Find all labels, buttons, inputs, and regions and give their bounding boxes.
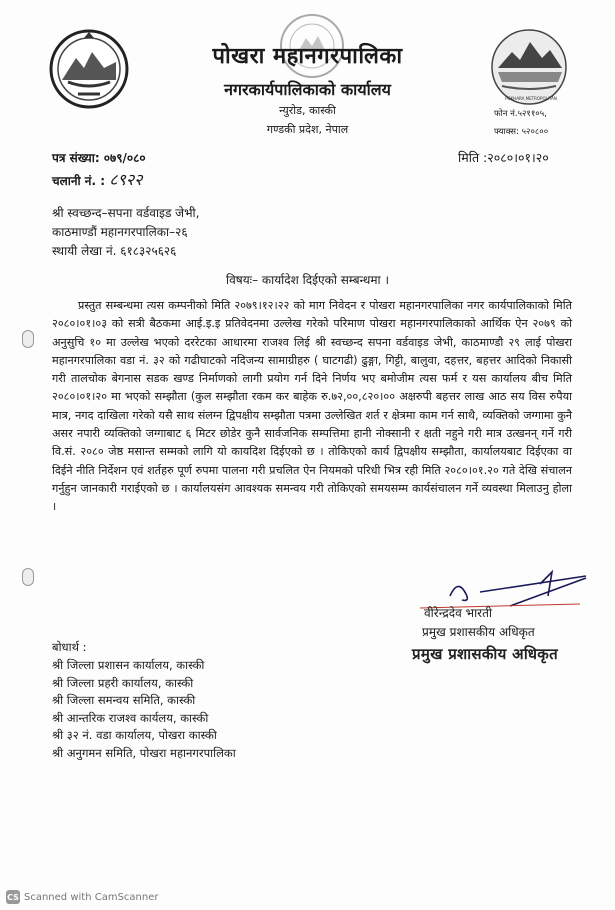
recipient-block: [52, 204, 199, 261]
cc-heading: बोधार्थ :: [52, 640, 87, 654]
signatory-name: वीरेन्द्रदेव भारती: [424, 606, 493, 620]
cc-item: श्री जिल्ला प्रशासन कार्यालय, कास्की: [52, 658, 205, 672]
recipient-line: काठमाण्डौं महानगरपालिका–२६: [52, 225, 188, 239]
cc-item: श्री जिल्ला समन्वय समिति, कास्की: [52, 693, 196, 707]
dispatch-number-value: ८९२२: [109, 170, 143, 189]
watermark-text: Scanned with CamScanner: [24, 891, 159, 903]
office-name: नगरकार्यपालिकाको कार्यालय: [224, 80, 391, 99]
punch-hole: [22, 330, 34, 348]
address-line-2: गण्डकी प्रदेश, नेपाल: [266, 123, 349, 136]
letter-subject: विषयः– कार्यादेश दिईएको सम्बन्धमा ।: [225, 273, 389, 287]
scanner-watermark: [6, 890, 159, 904]
phone-number: फोन नं.५२११०५,: [494, 109, 547, 119]
cc-item: श्री ३२ नं. वडा कार्यालय, पोखरा कास्की: [52, 728, 217, 742]
address-line-1: न्युरोड, कास्की: [279, 104, 336, 117]
camscanner-icon: CS: [6, 890, 20, 904]
punch-hole: [22, 568, 34, 586]
cc-list: [52, 657, 236, 762]
recipient-line: स्थायी लेखा नं. ६१८३२५६२६: [52, 244, 177, 258]
letter-number: पत्र संख्या: ०७९/०८०: [52, 151, 146, 165]
cc-item: श्री जिल्ला प्रहरी कार्यालय, कास्की: [52, 675, 194, 690]
recipient-line: श्री स्वच्छन्द–सपना वर्डवाइड जेभी,: [52, 206, 200, 220]
letter-date: मिति :२०८०।०१।२०: [458, 150, 549, 165]
logo-caption: POKHARA METROPOLITAN: [505, 96, 557, 101]
fax-number: फ्याक्स: ५२०८००: [494, 127, 549, 137]
dispatch-number-label: चलानी नं. :: [52, 174, 106, 188]
letter-body: [52, 297, 572, 517]
designation-stamp: प्रमुख प्रशासकीय अधिकृत: [412, 645, 558, 663]
cc-item: श्री आन्तरिक राजश्व कार्यलय, कास्की: [52, 710, 209, 725]
signatory-title: प्रमुख प्रशासकीय अधिकृत: [422, 625, 535, 639]
body-paragraph: प्रस्तुत सम्बन्धमा त्यस कम्पनीको मिति २०७९।१२।२२ को माग निवेदन र पोखरा महानगरपालिका नगर कार्यपालिकाको मिति २०८०।०१।०३ को सत्री बैठकमा आई.इ.इ प्रतिवेदनमा उल्लेख गरेको परिमाण पोखरा महानगरपालिकाको आर्थिक ऐन २०७९ को अनुसुचि १० मा उल्लेख भएको दररेटका आधारमा राजश्व लिई श्री स्वच्छन्द सपना वर्डवाइड जेभी, काठमाण्डौ २९ लाई पोखरा महानगरपालिका वडा नं. ३२ को गढीघाटको नदिजन्य सामाग्रीहरु ( घाटगढी) ढुङ्गा, गिट्टी, बालुवा, दहत्तर, बहत्तर आदिको निकासी गरी तालचोक बेगनास सडक खण्ड निर्माणको लागी प्रयोग गर्न दिने निर्णय भए बमोजीम त्यस फर्म र यस कार्यालय बीच मिति २०८०।०१।२० मा भएको सम्झौता (कुल सम्झौता रकम कर बाहेक रु.७२,००,८२०।०० अक्षरुपी बहत्तर लाख आठ सय विस रुपैया मात्र, नगद दाखिला गरेको यसै साथ संलग्न द्विपक्षीय सम्झौता पत्रमा उल्लेखित शर्त र क्षेत्रमा काम गर्न साथै, व्यक्तिको जग्गामा कुनै असर नपारी व्यक्तिको जग्गाबाट ६ मिटर छोडेर कुनै सार्वजनिक सम्पत्तिमा हानी नोक्सानी र क्षती नहुने गरी मात्र उत्खनन् गर्ने गरी वि.सं. २०८० जेष्ठ मसान्त सम्मको लागि यो कायदिश दिईएको छ । तोकिएको कार्य द्विपक्षीय सम्झौता, कार्यालयबाट दिईएका वा दिईने नीति निर्देशन एवं शर्तहरु पूर्ण रुपमा पालना गरी प्रचलित ऐन नियमको परिधी भित्र रही मिति २०८०।०१.२० गते देखि संचालन गर्नुहुन जानकारी गराईएको छ । कार्यालयसंग आवश्यक समन्वय गरी तोकिएको समयसम्म कार्यसंचालन गर्ने व्यवस्था मिलाउनु होला ।: [52, 299, 572, 514]
dispatch-number: [52, 168, 142, 190]
org-name: पोखरा महानगरपालिका: [212, 44, 403, 69]
cc-item: श्री अनुगमन समिति, पोखरा महानगरपालिका: [52, 745, 236, 760]
